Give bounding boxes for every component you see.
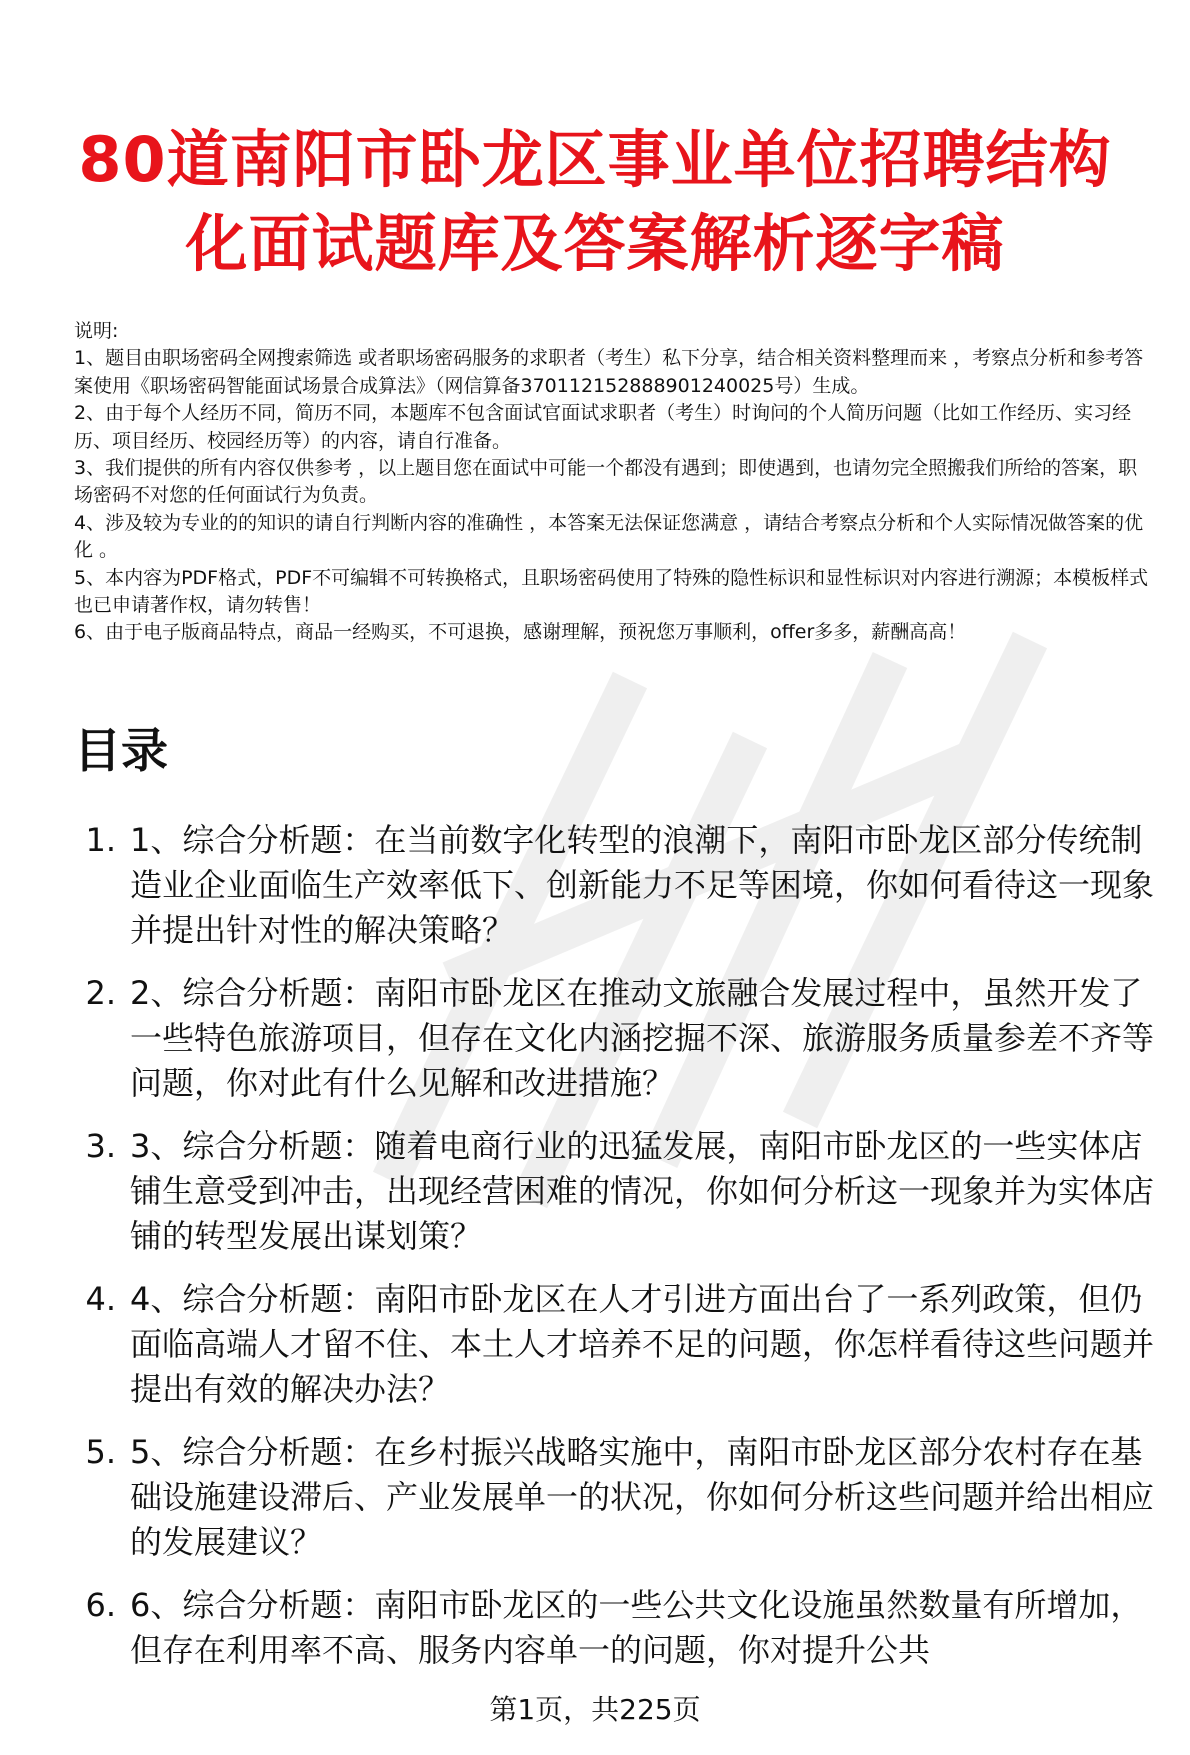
toc-item-number: 3. [85, 1127, 116, 1165]
instruction-item: 5、本内容为PDF格式，PDF不可编辑不可转换格式，且职场密码使用了特殊的隐性标识和显性标识对内容进行溯源；本模板样式也已申请著作权，请勿转售！ [74, 566, 1149, 617]
toc-item-number: 5. [85, 1433, 116, 1471]
toc-item-text[interactable]: 3、综合分析题：随着电商行业的迅猛发展，南阳市卧龙区的一些实体店铺生意受到冲击，出现经营困难的情况，你如何分析这一现象并为实体店铺的转型发展出谋划策？ [130, 1127, 1155, 1255]
toc-item-text[interactable]: 2、综合分析题：南阳市卧龙区在推动文旅融合发展过程中，虽然开发了一些特色旅游项目，但存在文化内涵挖掘不深、旅游服务质量参差不齐等问题，你对此有什么见解和改进措施？ [130, 974, 1155, 1102]
instruction-item: 6、由于电子版商品特点，商品一经购买，不可退换，感谢理解，预祝您万事顺利，offer多多，薪酬高高！ [74, 621, 967, 644]
toc-item-text[interactable]: 5、综合分析题：在乡村振兴战略实施中，南阳市卧龙区部分农村存在基础设施建设滞后、产业发展单一的状况，你如何分析这些问题并给出相应的发展建议？ [130, 1433, 1155, 1561]
instructions-heading: 说明: [74, 320, 119, 342]
toc-item-number: 6. [85, 1586, 116, 1624]
toc-heading: 目录 [74, 724, 168, 779]
toc-item[interactable] [74, 1430, 1164, 1565]
toc-item[interactable] [74, 971, 1164, 1106]
page-footer: 第1页，共225页 [489, 1693, 701, 1726]
toc-item[interactable] [74, 1583, 1164, 1673]
toc-item-text[interactable]: 4、综合分析题：南阳市卧龙区在人才引进方面出台了一系列政策，但仍面临高端人才留不住、本土人才培养不足的问题，你怎样看待这些问题并提出有效的解决办法？ [130, 1280, 1155, 1408]
instructions-section [74, 318, 1152, 647]
toc-item[interactable] [74, 1124, 1164, 1259]
toc-item-number: 4. [85, 1280, 116, 1318]
toc-item-text[interactable]: 1、综合分析题：在当前数字化转型的浪潮下，南阳市卧龙区部分传统制造业企业面临生产效率低下、创新能力不足等困境，你如何看待这一现象并提出针对性的解决策略？ [130, 821, 1155, 949]
document-title: 80道南阳市卧龙区事业单位招聘结构化面试题库及答案解析逐字稿 [78, 123, 1112, 280]
instruction-item: 4、涉及较为专业的的知识的请自行判断内容的准确性 ，本答案无法保证您满意 ，请结合考察点分析和个人实际情况做答案的优化 。 [74, 511, 1144, 562]
instruction-item: 3、我们提供的所有内容仅供参考 ，以上题目您在面试中可能一个都没有遇到；即使遇到，也请勿完全照搬我们所给的答案，职场密码不对您的任何面试行为负责。 [74, 457, 1138, 507]
instruction-item: 1、题目由职场密码全网搜索筛选 或者职场密码服务的求职者（考生）私下分享，结合相关资料整理而来 ，考察点分析和参考答案使用《职场密码智能面试场景合成算法》（网信算备370112152888901240025号）生成。 [74, 347, 1144, 397]
instruction-item: 2、由于每个人经历不同，简历不同，本题库不包含面试官面试求职者（考生）时询问的个人简历问题（比如工作经历、实习经历、项目经历、校园经历等）的内容，请自行准备。 [74, 402, 1132, 452]
toc-item-number: 1. [85, 821, 116, 859]
toc-item-text[interactable]: 6、综合分析题：南阳市卧龙区的一些公共文化设施虽然数量有所增加，但存在利用率不高、服务内容单一的问题，你对提升公共 [130, 1586, 1143, 1669]
toc-list [74, 818, 1164, 1691]
toc-item[interactable] [74, 1277, 1164, 1412]
toc-item-number: 2. [85, 974, 116, 1012]
toc-item[interactable] [74, 818, 1164, 953]
